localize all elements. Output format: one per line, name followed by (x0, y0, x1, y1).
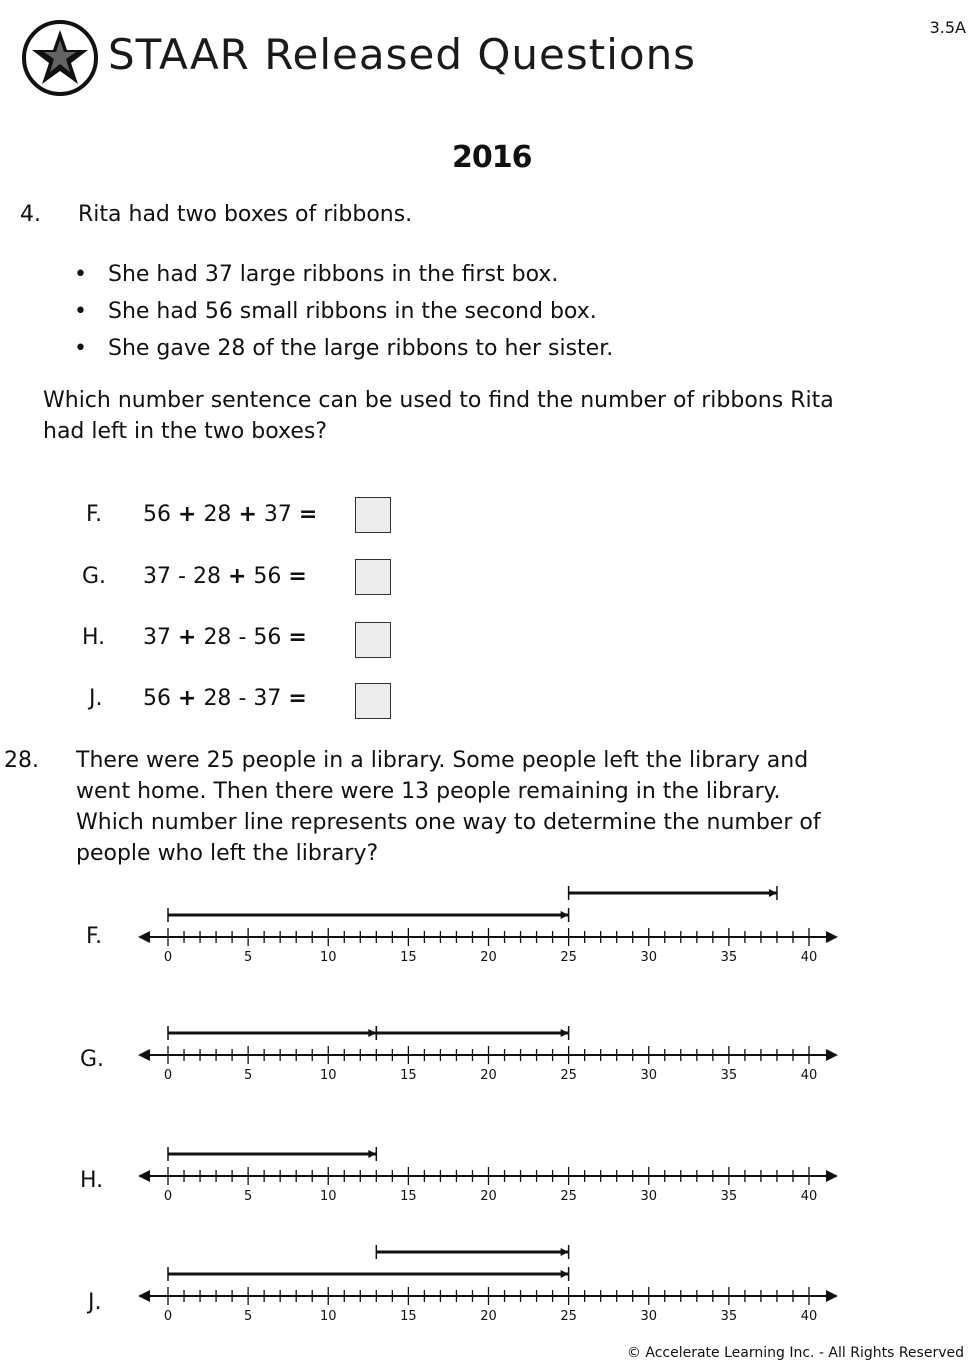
question-prompt: had left in the two boxes? (43, 419, 327, 444)
bullet-item: She gave 28 of the large ribbons to her sister. (108, 336, 614, 361)
tick-label: 0 (163, 1189, 173, 1204)
tick-label: 30 (640, 1189, 658, 1204)
answer-box[interactable] (355, 683, 391, 719)
question-stem: Rita had two boxes of ribbons. (78, 202, 413, 227)
segment-arrow-icon (561, 1270, 569, 1278)
number-sentence: 37 - 28 + 56 = (143, 564, 307, 589)
tick-label: 10 (319, 1309, 337, 1324)
tick-label: 25 (560, 1068, 577, 1083)
tick-label: 5 (243, 1189, 253, 1204)
tick-label: 35 (720, 1309, 738, 1324)
bullet-item: She had 56 small ribbons in the second box. (108, 299, 597, 324)
tick-label: 40 (800, 1189, 818, 1204)
bullet-icon: • (74, 299, 87, 324)
segment-arrow-icon (368, 1150, 376, 1158)
question-text-line: There were 25 people in a library. Some people left the library and (76, 748, 809, 773)
page-title: STAAR Released Questions (108, 30, 697, 79)
tick-label: 5 (243, 1068, 253, 1083)
tick-label: 5 (243, 950, 253, 965)
tick-label: 35 (720, 950, 738, 965)
answer-box[interactable] (355, 622, 391, 658)
question-text-line: people who left the library? (76, 841, 379, 866)
tick-label: 25 (560, 1309, 577, 1324)
tick-label: 35 (720, 1189, 738, 1204)
year-label: 2016 (452, 140, 532, 175)
left-arrow-icon (138, 1049, 150, 1061)
tick-label: 10 (319, 950, 337, 965)
segment-arrow-icon (368, 1029, 376, 1037)
question-number: 4. (20, 202, 41, 227)
tick-label: 20 (480, 1068, 497, 1083)
tick-label: 10 (319, 1189, 337, 1204)
option-letter: H. (80, 1168, 104, 1193)
tick-label: 15 (400, 1189, 417, 1204)
tick-label: 15 (400, 950, 417, 965)
tick-label: 25 (560, 950, 577, 965)
tick-label: 30 (640, 950, 658, 965)
bullet-icon: • (74, 262, 87, 287)
option-letter: F. (86, 502, 103, 527)
question-number: 28. (4, 748, 39, 773)
standard-code: 3.5A (929, 18, 966, 37)
tick-label: 25 (560, 1189, 577, 1204)
option-letter: H. (82, 625, 106, 650)
tick-label: 20 (480, 1309, 497, 1324)
star-logo-icon (20, 18, 100, 98)
segment-arrow-icon (561, 1248, 569, 1256)
tick-label: 15 (400, 1068, 417, 1083)
option-letter: G. (80, 1047, 105, 1072)
tick-label: 20 (480, 1189, 497, 1204)
question-prompt: Which number sentence can be used to find the number of ribbons Rita (43, 388, 834, 413)
tick-label: 0 (163, 1068, 173, 1083)
right-arrow-icon (826, 1290, 838, 1302)
tick-label: 0 (163, 1309, 173, 1324)
option-letter: J. (88, 1290, 102, 1315)
left-arrow-icon (138, 1290, 150, 1302)
tick-label: 15 (400, 1309, 417, 1324)
tick-label: 20 (480, 950, 497, 965)
question-text-line: went home. Then there were 13 people remaining in the library. (76, 779, 781, 804)
right-arrow-icon (826, 1170, 838, 1182)
tick-label: 10 (319, 1068, 337, 1083)
answer-box[interactable] (355, 497, 391, 533)
copyright-footer: © Accelerate Learning Inc. - All Rights Reserved (626, 1345, 964, 1361)
right-arrow-icon (826, 1049, 838, 1061)
left-arrow-icon (138, 931, 150, 943)
bullet-item: She had 37 large ribbons in the first box. (108, 262, 559, 287)
number-sentence: 56 + 28 - 37 = (143, 686, 307, 711)
number-lines (0, 870, 978, 1340)
tick-label: 40 (800, 1309, 818, 1324)
right-arrow-icon (826, 931, 838, 943)
left-arrow-icon (138, 1170, 150, 1182)
tick-label: 35 (720, 1068, 738, 1083)
tick-label: 5 (243, 1309, 253, 1324)
segment-arrow-icon (769, 889, 777, 897)
tick-label: 40 (800, 950, 818, 965)
tick-label: 40 (800, 1068, 818, 1083)
option-letter: J. (89, 686, 103, 711)
question-text-line: Which number line represents one way to determine the number of (76, 810, 821, 835)
option-letter: G. (82, 564, 107, 589)
number-sentence: 37 + 28 - 56 = (143, 625, 307, 650)
bullet-icon: • (74, 336, 87, 361)
tick-label: 0 (163, 950, 173, 965)
tick-label: 30 (640, 1068, 658, 1083)
segment-arrow-icon (561, 1029, 569, 1037)
answer-box[interactable] (355, 559, 391, 595)
segment-arrow-icon (561, 911, 569, 919)
option-letter: F. (86, 924, 103, 949)
tick-label: 30 (640, 1309, 658, 1324)
number-sentence: 56 + 28 + 37 = (143, 502, 318, 527)
